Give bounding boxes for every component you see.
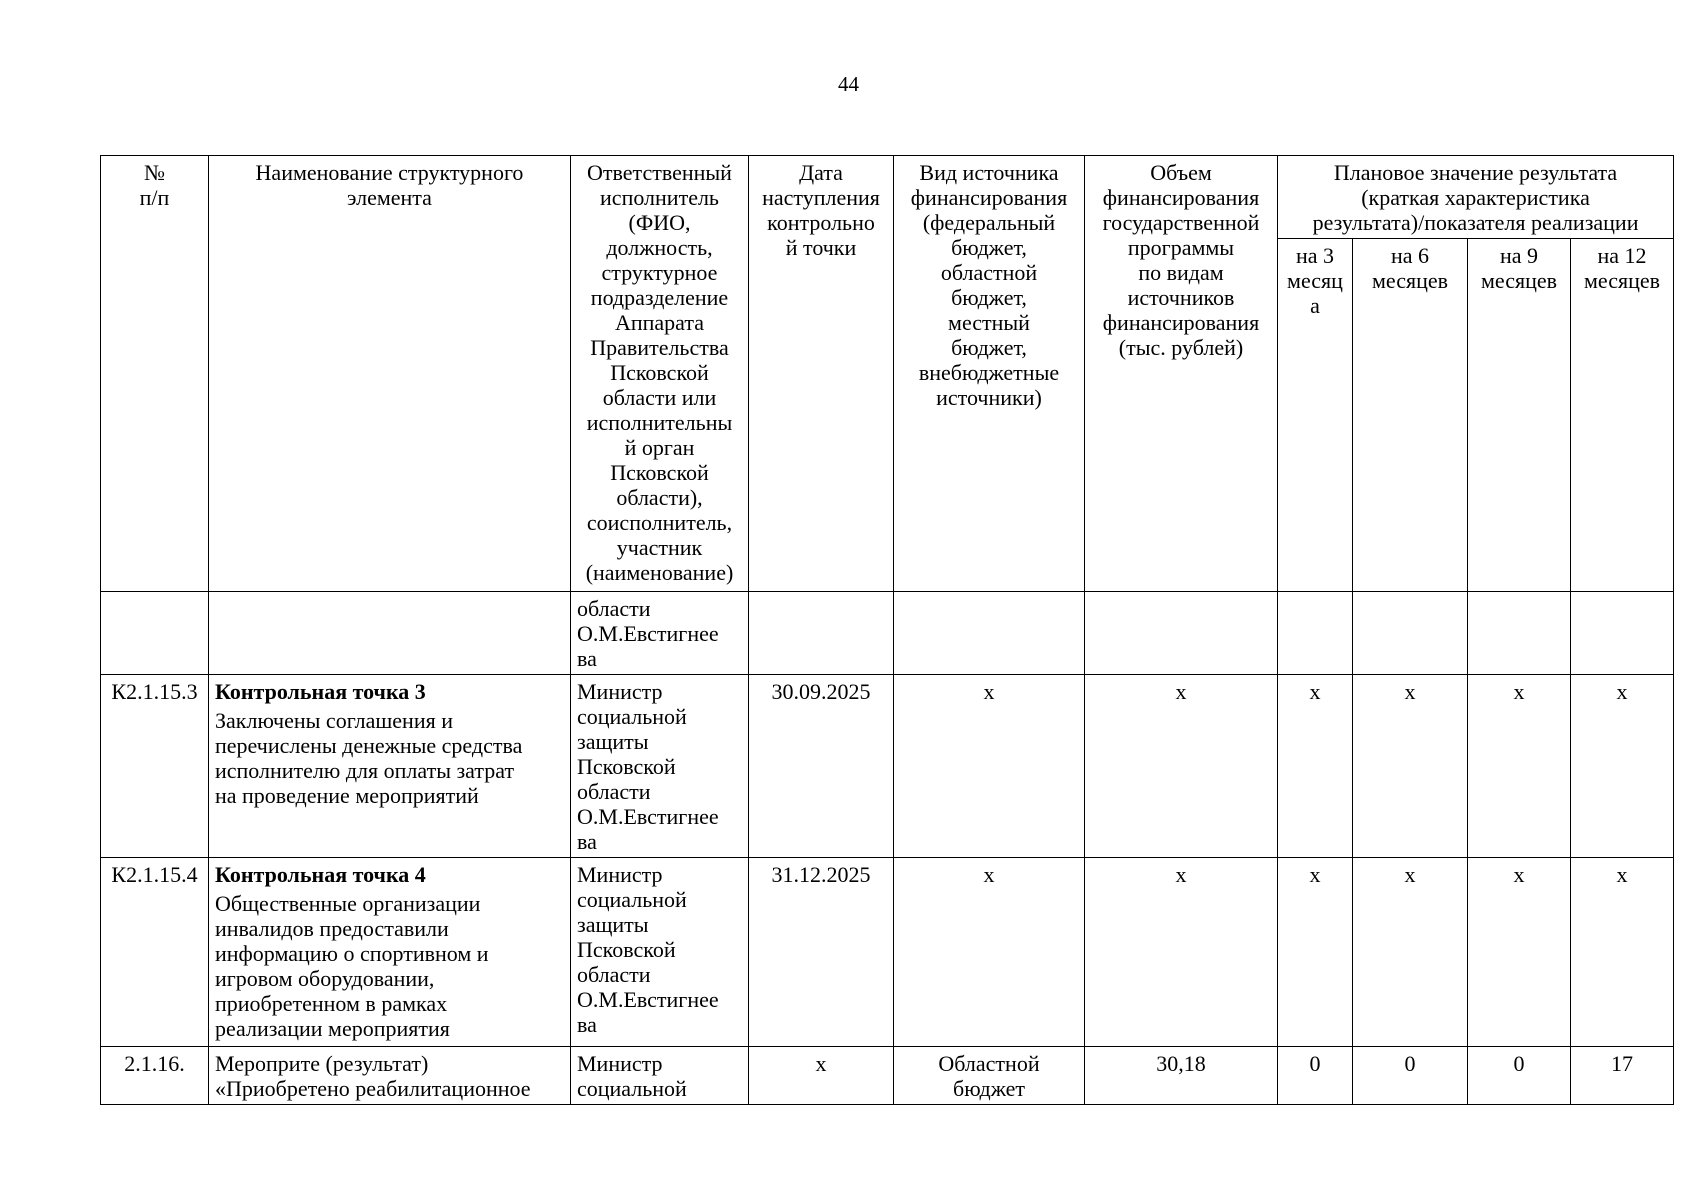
row-name [209, 592, 571, 675]
row-m3: х [1278, 675, 1353, 858]
header-date: Дата наступления контрольно й точки [749, 156, 894, 592]
row-m9: х [1468, 675, 1571, 858]
row-m6: х [1353, 858, 1468, 1047]
row-volume: 30,18 [1085, 1047, 1278, 1105]
row-executor: Министр социальной [571, 1047, 749, 1105]
row-executor: области О.М.Евстигнее ва [571, 592, 749, 675]
row-name [209, 675, 571, 858]
page-number: 44 [838, 72, 859, 96]
row-source: х [894, 675, 1085, 858]
control-point-description: Общественные организации инвалидов предоставили информацию о спортивном и игровом оборудовании, приобретенном в рамках реализации мероприятия [215, 891, 489, 1041]
row-m3: х [1278, 858, 1353, 1047]
row-num: К2.1.15.4 [101, 858, 209, 1047]
row-m12: х [1571, 858, 1674, 1047]
row-m3: 0 [1278, 1047, 1353, 1105]
control-point-title: Контрольная точка 3 [215, 679, 426, 704]
row-date: х [749, 1047, 894, 1105]
row-name [209, 858, 571, 1047]
row-source: х [894, 858, 1085, 1047]
header-6-months: на 6 месяцев [1353, 239, 1468, 592]
row-executor: Министр социальной защиты Псковской области О.М.Евстигнее ва [571, 675, 749, 858]
row-num [101, 592, 209, 675]
row-volume: х [1085, 858, 1278, 1047]
header-9-months: на 9 месяцев [1468, 239, 1571, 592]
row-date: 30.09.2025 [749, 675, 894, 858]
row-m6: 0 [1353, 1047, 1468, 1105]
header-name: Наименование структурного элемента [209, 156, 571, 592]
row-date [749, 592, 894, 675]
row-volume [1085, 592, 1278, 675]
row-source: Областной бюджет [894, 1047, 1085, 1105]
row-num: 2.1.16. [101, 1047, 209, 1105]
header-executor: Ответственный исполнитель (ФИО, должность, структурное подразделение Аппарата Правительства Псковской области или исполнительны й орган Псковской области), соисполнитель, участник (наименование) [571, 156, 749, 592]
header-num: № п/п [101, 156, 209, 592]
header-volume: Объем финансирования государственной программы по видам источников финансирования (тыс. рублей) [1085, 156, 1278, 592]
header-12-months: на 12 месяцев [1571, 239, 1674, 592]
header-plan: Плановое значение результата (краткая характеристика результата)/показателя реализации [1278, 156, 1674, 239]
header-source: Вид источника финансирования (федеральный бюджет, областной бюджет, местный бюджет, внебюджетные источники) [894, 156, 1085, 592]
row-m9 [1468, 592, 1571, 675]
table-row [101, 1047, 1674, 1105]
row-volume: х [1085, 675, 1278, 858]
row-m9: 0 [1468, 1047, 1571, 1105]
row-m12 [1571, 592, 1674, 675]
table-row [101, 675, 1674, 858]
row-m12: 17 [1571, 1047, 1674, 1105]
row-m3 [1278, 592, 1353, 675]
table-row [101, 858, 1674, 1047]
table-row [101, 592, 1674, 675]
row-m12: х [1571, 675, 1674, 858]
control-point-description: Заключены соглашения и перечислены денежные средства исполнителю для оплаты затрат на проведение мероприятий [215, 708, 523, 808]
row-m9: х [1468, 858, 1571, 1047]
header-3-months: на 3 месяц а [1278, 239, 1353, 592]
row-num: К2.1.15.3 [101, 675, 209, 858]
program-table [100, 155, 1674, 1105]
control-point-title: Контрольная точка 4 [215, 862, 426, 887]
row-date: 31.12.2025 [749, 858, 894, 1047]
row-executor: Министр социальной защиты Псковской области О.М.Евстигнее ва [571, 858, 749, 1047]
row-source [894, 592, 1085, 675]
row-name: Мероприте (результат) «Приобретено реабилитационное [209, 1047, 571, 1105]
row-m6: х [1353, 675, 1468, 858]
row-m6 [1353, 592, 1468, 675]
